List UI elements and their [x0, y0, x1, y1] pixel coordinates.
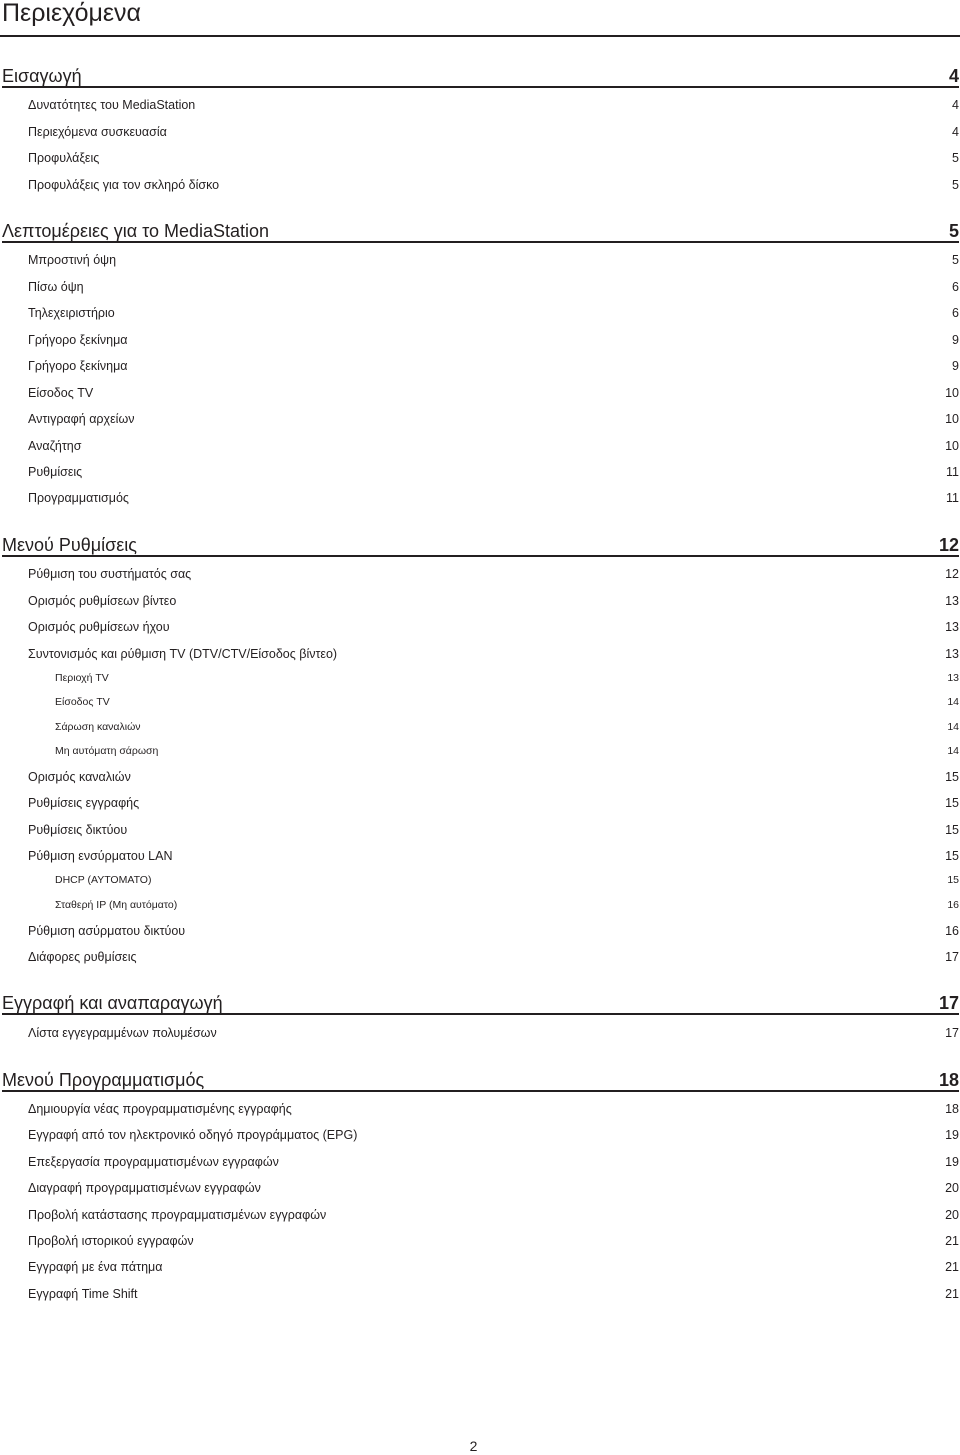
toc-entry[interactable] [28, 437, 959, 455]
toc-entry[interactable] [28, 1258, 959, 1276]
toc-entry-label: Λίστα εγγεγραμμένων πολυμέσων [28, 1026, 217, 1040]
toc-entry-label: Ρυθμίσεις δικτύου [28, 823, 128, 837]
toc-entry-label: Περιοχή TV [55, 672, 109, 684]
toc-entry[interactable] [28, 794, 959, 812]
toc-entry-label: Ορισμός ρυθμίσεων ήχου [28, 620, 170, 634]
toc-entry[interactable] [28, 618, 959, 636]
toc-entry-label: Αναζήτησ [28, 439, 82, 453]
toc-entry-page: 13 [947, 672, 959, 684]
toc-entry[interactable] [28, 251, 959, 269]
toc-entry[interactable] [28, 1024, 959, 1042]
toc-entry-label: Προφυλάξεις [28, 151, 100, 165]
toc-entry-page: 19 [945, 1128, 959, 1142]
toc-entry-label: Ρύθμιση ενσύρματου LAN [28, 849, 173, 863]
toc-entry-label: Τηλεχειριστήριο [28, 306, 115, 320]
toc-entry-page: 12 [938, 535, 959, 555]
toc-entry-label: Ρύθμιση ασύρματου δικτύου [28, 924, 186, 938]
toc-entry-page: 17 [938, 993, 959, 1013]
toc-entry-label: Γρήγορο ξεκίνημα [28, 333, 128, 347]
toc-entry-page: 19 [945, 1155, 959, 1169]
toc-entry-label: Εγγραφή Time Shift [28, 1287, 138, 1301]
toc-entry-page: 11 [946, 465, 959, 479]
toc-entry-page: 14 [947, 745, 959, 757]
toc-entry-page: 16 [947, 899, 959, 911]
toc-section-heading[interactable] [2, 219, 959, 243]
toc-entry-page: 15 [947, 874, 959, 886]
toc-entry-page: 10 [945, 386, 959, 400]
toc-entry[interactable] [28, 357, 959, 375]
toc-entry[interactable] [28, 1206, 959, 1224]
toc-entry-label: Εισαγωγή [2, 66, 82, 86]
toc-entry[interactable] [28, 592, 959, 610]
toc-entry-page: 15 [945, 770, 959, 784]
toc-subentry[interactable] [55, 719, 959, 735]
toc-entry[interactable] [28, 1285, 959, 1303]
toc-entry-page: 10 [945, 439, 959, 453]
toc-entry[interactable] [28, 922, 959, 940]
toc-entry-label: Ορισμός καναλιών [28, 770, 131, 784]
page-number: 2 [469, 1438, 478, 1454]
toc-entry[interactable] [28, 96, 959, 114]
toc-entry-page: 5 [952, 253, 959, 267]
toc-entry-page: 6 [952, 280, 959, 294]
toc-entry-label: Προβολή ιστορικού εγγραφών [28, 1234, 194, 1248]
toc-entry-page: 6 [952, 306, 959, 320]
page-title: Περιεχόμενα [2, 0, 141, 27]
toc-entry-page: 5 [952, 151, 959, 165]
toc-entry-page: 14 [947, 721, 959, 733]
toc-entry-label: Δυνατότητες του MediaStation [28, 98, 196, 112]
toc-entry-page: 11 [946, 491, 959, 505]
toc-entry[interactable] [28, 384, 959, 402]
toc-section-heading[interactable] [2, 991, 959, 1015]
toc-entry-label: Συντονισμός και ρύθμιση TV (DTV/CTV/Είσοδος βίντεο) [28, 647, 338, 661]
toc-entry-label: Μπροστινή όψη [28, 253, 117, 267]
toc-entry-page: 4 [952, 98, 959, 112]
toc-entry-label: Εγγραφή από τον ηλεκτρονικό οδηγό προγράμματος (EPG) [28, 1128, 358, 1142]
toc-entry-label: Είσοδος TV [55, 696, 110, 708]
toc-entry-page: 5 [948, 221, 959, 241]
toc-entry-label: Μη αυτόματη σάρωση [55, 745, 159, 757]
toc-subentry[interactable] [55, 872, 959, 888]
toc-subentry[interactable] [55, 743, 959, 759]
toc-entry-page: 4 [952, 125, 959, 139]
toc-entry-page: 10 [945, 412, 959, 426]
toc-entry[interactable] [28, 565, 959, 583]
toc-entry-label: Προβολή κατάστασης προγραμματισμένων εγγραφών [28, 1208, 327, 1222]
toc-entry[interactable] [28, 176, 959, 194]
toc-entry[interactable] [28, 645, 959, 663]
toc-entry-label: Γρήγορο ξεκίνημα [28, 359, 128, 373]
toc-entry-label: Σάρωση καναλιών [55, 721, 141, 733]
toc-entry[interactable] [28, 1179, 959, 1197]
toc-entry[interactable] [28, 948, 959, 966]
toc-entry[interactable] [28, 463, 959, 481]
toc-entry-label: Ρυθμίσεις [28, 465, 83, 479]
toc-entry-label: Εγγραφή και αναπαραγωγή [2, 993, 223, 1013]
toc-entry-page: 9 [952, 333, 959, 347]
toc-subentry[interactable] [55, 670, 959, 686]
toc-entry[interactable] [28, 489, 959, 507]
toc-entry[interactable] [28, 1153, 959, 1171]
toc-entry[interactable] [28, 331, 959, 349]
toc-entry-label: Εγγραφή με ένα πάτημα [28, 1260, 163, 1274]
toc-entry-page: 15 [945, 849, 959, 863]
toc-entry[interactable] [28, 304, 959, 322]
toc-entry-page: 16 [945, 924, 959, 938]
toc-subentry[interactable] [55, 897, 959, 913]
toc-entry-label: Ορισμός ρυθμίσεων βίντεο [28, 594, 177, 608]
toc-entry-label: Μενού Προγραμματισμός [2, 1070, 205, 1090]
toc-section-heading[interactable] [2, 1068, 959, 1092]
toc-entry-label: Διαγραφή προγραμματισμένων εγγραφών [28, 1181, 261, 1195]
toc-entry-label: Αντιγραφή αρχείων [28, 412, 135, 426]
toc-entry-label: Σταθερή IP (Μη αυτόματο) [55, 899, 178, 911]
toc-entry-label: Πίσω όψη [28, 280, 84, 294]
toc-entry-page: 12 [945, 567, 959, 581]
toc-entry-page: 21 [945, 1260, 959, 1274]
toc-entry-label: Περιεχόμενα συσκευασία [28, 125, 167, 139]
toc-entry[interactable] [28, 1100, 959, 1118]
toc-entry[interactable] [28, 123, 959, 141]
toc-entry-page: 9 [952, 359, 959, 373]
toc-entry[interactable] [28, 1232, 959, 1250]
toc-entry[interactable] [28, 1126, 959, 1144]
toc-entry-page: 13 [945, 594, 959, 608]
toc-section-heading[interactable] [2, 533, 959, 557]
toc-entry-page: 15 [945, 796, 959, 810]
toc-entry-page: 15 [945, 823, 959, 837]
toc-entry-page: 18 [938, 1070, 959, 1090]
toc-entry-label: Προφυλάξεις για τον σκληρό δίσκο [28, 178, 220, 192]
toc-entry-page: 5 [952, 178, 959, 192]
toc-entry-page: 18 [945, 1102, 959, 1116]
toc-entry-page: 21 [945, 1287, 959, 1301]
toc-entry-page: 17 [945, 1026, 959, 1040]
toc-entry-page: 17 [945, 950, 959, 964]
toc-entry-page: 20 [945, 1208, 959, 1222]
toc-entry-label: Ρύθμιση του συστήματός σας [28, 567, 192, 581]
toc-entry-page: 13 [945, 647, 959, 661]
toc-entry-page: 13 [945, 620, 959, 634]
toc-entry-page: 20 [945, 1181, 959, 1195]
toc-entry-page: 4 [948, 66, 959, 86]
toc-entry[interactable] [28, 768, 959, 786]
toc-entry-label: Λεπτομέρειες για το MediaStation [2, 221, 270, 241]
toc-entry-label: Προγραμματισμός [28, 491, 129, 505]
toc-entry[interactable] [28, 149, 959, 167]
toc-entry-page: 21 [945, 1234, 959, 1248]
toc-entry[interactable] [28, 278, 959, 296]
toc-section-heading[interactable] [2, 64, 959, 88]
toc-entry[interactable] [28, 821, 959, 839]
toc-entry[interactable] [28, 410, 959, 428]
toc-entry[interactable] [28, 847, 959, 865]
toc-entry-page: 14 [947, 696, 959, 708]
toc-entry-label: Ρυθμίσεις εγγραφής [28, 796, 140, 810]
toc-entry-label: DHCP (ΑΥΤΟΜΑΤΟ) [55, 874, 152, 886]
toc-entry-label: Επεξεργασία προγραμματισμένων εγγραφών [28, 1155, 279, 1169]
toc-entry-label: Είσοδος TV [28, 386, 94, 400]
toc-entry-label: Διάφορες ρυθμίσεις [28, 950, 137, 964]
toc-entry-label: Δημιουργία νέας προγραμματισμένης εγγραφής [28, 1102, 292, 1116]
toc-entry-label: Μενού Ρυθμίσεις [2, 535, 137, 555]
toc-subentry[interactable] [55, 694, 959, 710]
